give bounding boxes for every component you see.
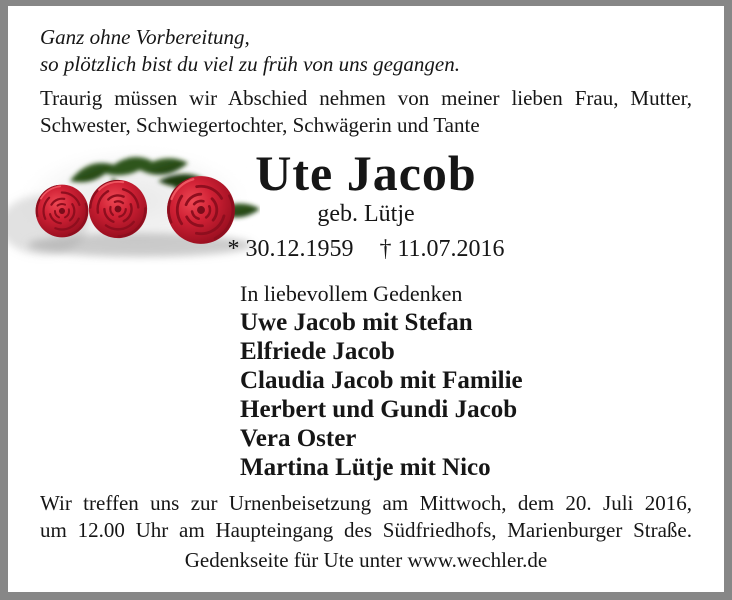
mourners-list (240, 308, 523, 482)
memoriam-heading: In liebevollem Gedenken (240, 281, 463, 306)
intro-line-2: Schwester, Schwiegertochter, Schwägerin und Tante (40, 113, 480, 137)
funeral-line-1: Wir treffen uns zur Urnenbeisetzung am Mittwoch, dem 20. Juli 2016, (40, 491, 692, 515)
mourner-line: Martina Lütje mit Nico (240, 454, 491, 481)
mourner-line: Uwe Jacob mit Stefan (240, 309, 473, 336)
mourner-line: Vera Oster (240, 425, 357, 452)
birth-date: * 30.12.1959 (227, 236, 354, 262)
deceased-name: Ute Jacob (255, 145, 477, 201)
verse-line-2: so plötzlich bist du viel zu früh von uns gegangen. (40, 52, 460, 76)
mourner-line: Elfriede Jacob (240, 338, 395, 365)
opening-verse (40, 24, 460, 78)
intro-line-1: Traurig müssen wir Abschied nehmen von meiner lieben Frau, Mutter, (40, 86, 692, 110)
life-dates (0, 236, 732, 263)
death-date: † 11.07.2016 (379, 236, 505, 262)
memorial-site-note: Gedenkseite für Ute unter www.wechler.de (184, 548, 548, 572)
maiden-name: geb. Lütje (317, 201, 415, 227)
mourner-line: Herbert und Gundi Jacob (240, 396, 518, 423)
verse-line-1: Ganz ohne Vorbereitung, (40, 25, 250, 49)
funeral-line-2: um 12.00 Uhr am Haupteingang des Südfriedhofs, Marienburger Straße. (40, 518, 692, 542)
funeral-info (40, 490, 692, 544)
intro-paragraph (40, 85, 692, 139)
mourner-line: Claudia Jacob mit Familie (240, 367, 523, 394)
